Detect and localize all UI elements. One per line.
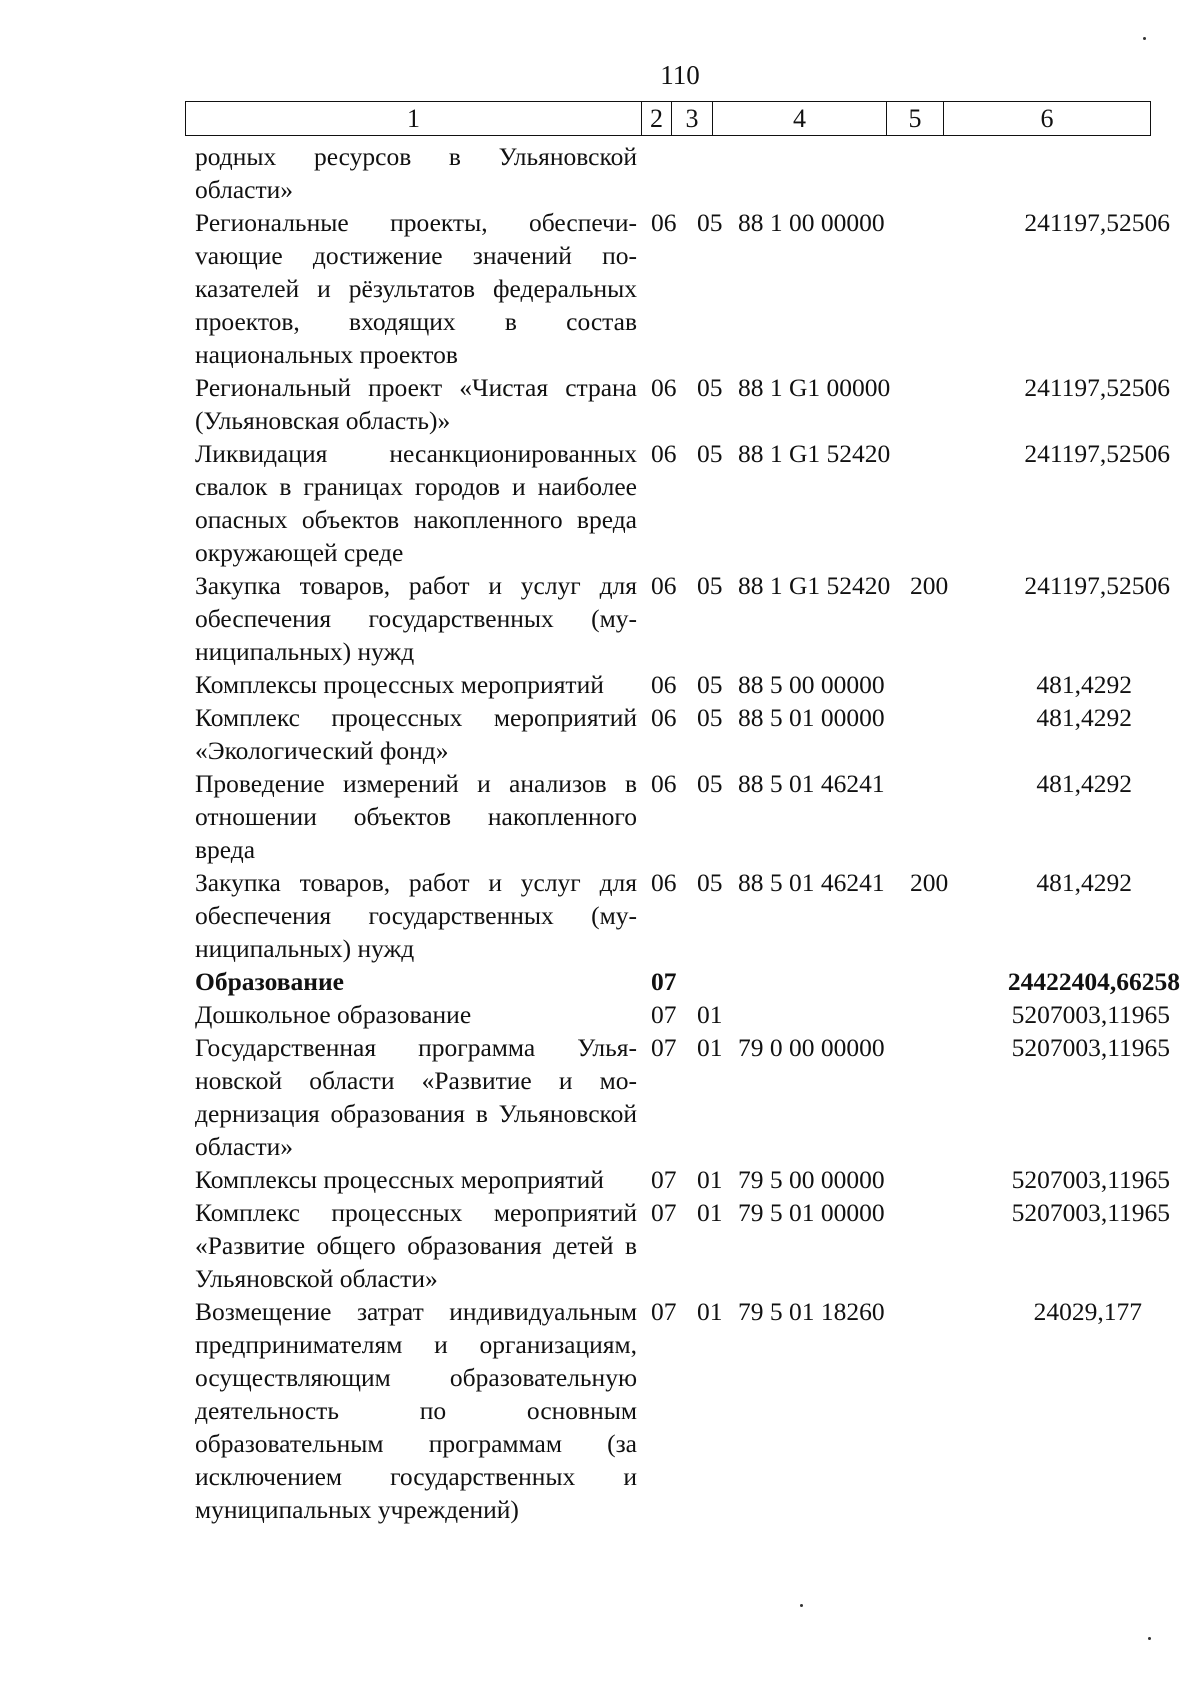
- row-name: Региональные проекты, обеспечиvающие достижение значений показателей и рёзультатов федеральных проектов, входящих в состав национальных проектов: [195, 208, 637, 369]
- row-sum: 5207003,11965: [1011, 1165, 1170, 1194]
- row-pr: 01: [697, 1033, 723, 1062]
- row-csr: 79 5 01 18260: [738, 1297, 885, 1326]
- scan-speck: [1148, 1637, 1151, 1640]
- table-row: [195, 1295, 1195, 1526]
- row-sum: 24422404,66258: [1007, 967, 1180, 996]
- table-row: [195, 569, 1195, 668]
- row-name: Возмещение затрат индивидуальным предпринимателям и организациям, осуществляющим образовательную деятельность по основным образовательным программам (за исключением государственных и муниципальных учреждений): [195, 1297, 637, 1524]
- row-csr: 88 5 01 00000: [738, 703, 885, 732]
- row-csr: 88 5 00 00000: [738, 670, 885, 699]
- row-name: Закупка товаров, работ и услуг для обеспечения государственных (муниципальных) нужд: [195, 868, 637, 963]
- row-name: Региональный проект «Чистая страна (Ульяновская область)»: [195, 373, 637, 435]
- row-name: Комплексы процессных мероприятий: [195, 1165, 604, 1194]
- header-col-3: 3: [672, 102, 713, 136]
- row-pr: 01: [697, 1165, 723, 1194]
- row-rz: 07: [651, 1297, 677, 1326]
- row-pr: 05: [697, 670, 723, 699]
- row-rz: 07: [651, 1033, 677, 1062]
- row-pr: 05: [697, 868, 723, 897]
- header-col-4: 4: [713, 102, 887, 136]
- header-col-1: 1: [186, 102, 642, 136]
- row-name: Государственная программа Ульяновской области «Развитие и модернизация образования в Ульяновской области»: [195, 1033, 637, 1161]
- table-row: [195, 767, 1195, 866]
- row-rz: 06: [651, 703, 677, 732]
- table-header: [185, 101, 1151, 136]
- table-row: [195, 371, 1195, 437]
- row-vr: 200: [910, 571, 949, 600]
- row-name: родных ресурсов в Ульяновской области»: [195, 142, 637, 204]
- row-csr: 79 5 01 00000: [738, 1198, 885, 1227]
- table-row: [195, 437, 1195, 569]
- row-pr: 05: [697, 208, 723, 237]
- row-sum: 5207003,11965: [1011, 1033, 1170, 1062]
- header-col-2: 2: [642, 102, 672, 136]
- row-sum: 481,4292: [1036, 769, 1132, 798]
- row-vr: 200: [910, 868, 949, 897]
- row-csr: 88 1 G1 00000: [738, 373, 891, 402]
- row-csr: 79 0 00 00000: [738, 1033, 885, 1062]
- row-sum: 481,4292: [1036, 703, 1132, 732]
- row-name: Образование: [195, 967, 344, 996]
- row-pr: 05: [697, 373, 723, 402]
- row-rz: 06: [651, 439, 677, 468]
- row-sum: 5207003,11965: [1011, 1000, 1170, 1029]
- row-sum: 5207003,11965: [1011, 1198, 1170, 1227]
- row-name: Комплекс процессных мероприятий «Экологический фонд»: [195, 703, 637, 765]
- row-sum: 241197,52506: [1024, 208, 1170, 237]
- table-body: [195, 140, 1195, 1526]
- row-sum: 241197,52506: [1024, 571, 1170, 600]
- table-row: [195, 1031, 1195, 1163]
- row-csr: 88 1 G1 52420: [738, 439, 891, 468]
- row-csr: 79 5 00 00000: [738, 1165, 885, 1194]
- row-csr: 88 1 00 00000: [738, 208, 885, 237]
- table-row: [195, 668, 1195, 701]
- row-name: Закупка товаров, работ и услуг для обеспечения государственных (муниципальных) нужд: [195, 571, 637, 666]
- row-pr: 05: [697, 439, 723, 468]
- header-col-5: 5: [887, 102, 944, 136]
- row-csr: 88 5 01 46241: [738, 769, 885, 798]
- row-rz: 07: [651, 1000, 677, 1029]
- row-pr: 01: [697, 1198, 723, 1227]
- row-rz: 06: [651, 208, 677, 237]
- page-number: 110: [660, 60, 700, 90]
- row-sum: 481,4292: [1036, 868, 1132, 897]
- row-csr: 88 1 G1 52420: [738, 571, 891, 600]
- row-pr: 01: [697, 1000, 723, 1029]
- row-name: Проведение измерений и анализов в отношении объектов накопленного вреда: [195, 769, 637, 864]
- row-pr: 01: [697, 1297, 723, 1326]
- table-row: [195, 140, 1195, 206]
- row-rz: 06: [651, 769, 677, 798]
- row-name: Комплекс процессных мероприятий «Развитие общего образования детей в Ульяновской области»: [195, 1198, 637, 1293]
- row-name: Дошкольное образование: [195, 1000, 472, 1029]
- row-rz: 07: [651, 1165, 677, 1194]
- row-rz: 06: [651, 868, 677, 897]
- table-row: [195, 1163, 1195, 1196]
- table-row: [195, 998, 1195, 1031]
- row-rz: 07: [651, 1198, 677, 1227]
- scan-speck: [800, 1604, 803, 1607]
- header-col-6: 6: [944, 102, 1151, 136]
- row-rz: 07: [651, 967, 677, 996]
- row-rz: 06: [651, 373, 677, 402]
- row-csr: 88 5 01 46241: [738, 868, 885, 897]
- row-name: Ликвидация несанкционированных свалок в границах городов и наиболее опасных объектов накопленного вреда окружающей среде: [195, 439, 637, 567]
- table-row: [195, 206, 1195, 371]
- row-pr: 05: [697, 571, 723, 600]
- row-sum: 241197,52506: [1024, 439, 1170, 468]
- scan-speck: [1143, 37, 1146, 40]
- row-sum: 24029,177: [1033, 1297, 1142, 1326]
- table-row: [195, 701, 1195, 767]
- row-pr: 05: [697, 703, 723, 732]
- row-rz: 06: [651, 670, 677, 699]
- table-row: [195, 965, 1195, 998]
- row-pr: 05: [697, 769, 723, 798]
- table-row: [195, 866, 1195, 965]
- table-row: [195, 1196, 1195, 1295]
- row-sum: 481,4292: [1036, 670, 1132, 699]
- row-sum: 241197,52506: [1024, 373, 1170, 402]
- row-name: Комплексы процессных мероприятий: [195, 670, 604, 699]
- row-rz: 06: [651, 571, 677, 600]
